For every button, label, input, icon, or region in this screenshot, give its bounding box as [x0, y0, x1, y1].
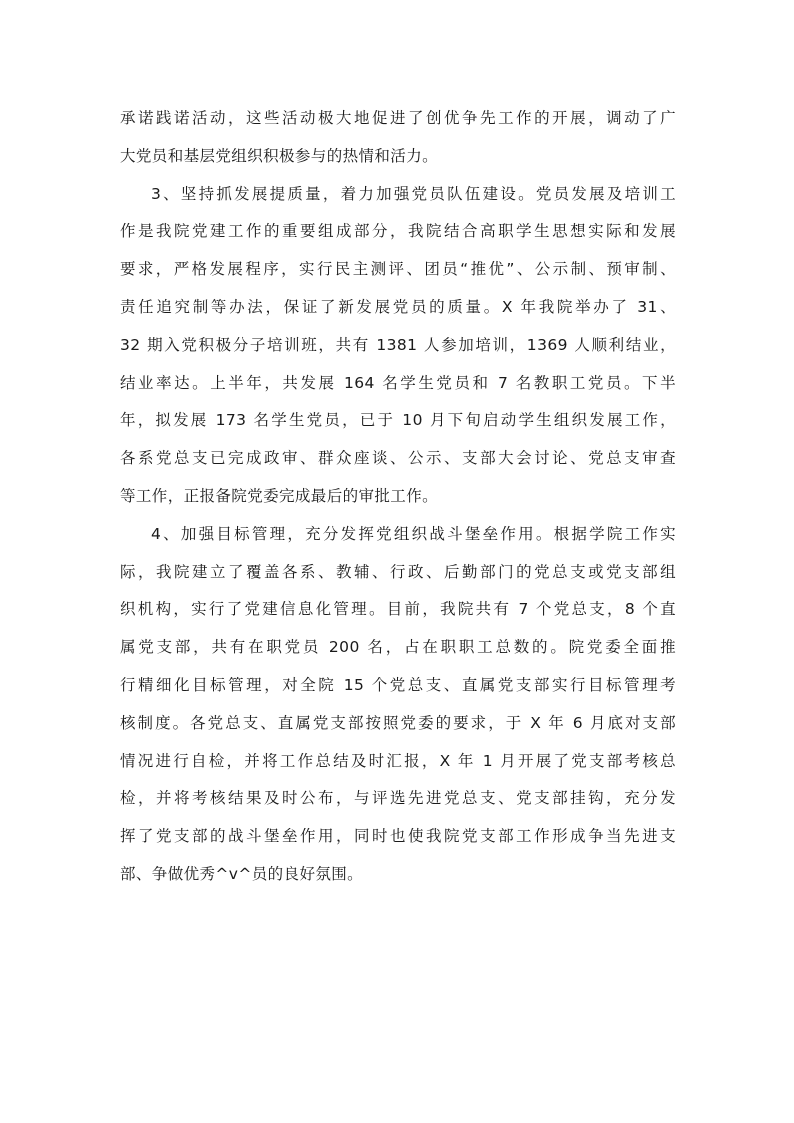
text-line: 承诺践诺活动，这些活动极大地促进了创优争先工作的开展，调动了广 — [120, 109, 676, 127]
text-line: 各系党总支已完成政审、群众座谈、公示、支部大会讨论、党总支审查 — [120, 449, 676, 468]
text-line: 核制度。各党总支、直属党支部按照党委的要求，于 X 年 6 月底对支部 — [120, 713, 676, 732]
text-line: 行精细化目标管理，对全院 15 个党总支、直属党支部实行目标管理考 — [120, 675, 676, 694]
text-line: 情况进行自检，并将工作总结及时汇报，X 年 1 月开展了党支部考核总 — [120, 751, 676, 770]
paragraph-p1 — [120, 100, 676, 176]
text-line: 部、争做优秀^v^员的良好氛围。 — [120, 864, 364, 883]
text-line: 属党支部，共有在职党员 200 名，占在职职工总数的。院党委全面推 — [120, 638, 676, 657]
text-line: 3、坚持抓发展提质量，着力加强党员队伍建设。党员发展及培训工 — [151, 184, 676, 203]
text-line: 挥了党支部的战斗堡垒作用，同时也使我院党支部工作形成争当先进支 — [120, 827, 676, 846]
paragraph-p3 — [120, 516, 676, 894]
text-line: 织机构，实行了党建信息化管理。目前，我院共有 7 个党总支，8 个直 — [120, 600, 676, 619]
paragraph-p2 — [120, 176, 676, 516]
text-line: 际，我院建立了覆盖各系、教辅、行政、后勤部门的党总支或党支部组 — [120, 562, 676, 581]
text-line: 4、加强目标管理，充分发挥党组织战斗堡垒作用。根据学院工作实 — [151, 524, 676, 543]
text-line: 年，拟发展 173 名学生党员，已于 10 月下旬启动学生组织发展工作， — [120, 411, 676, 430]
text-line: 大党员和基层党组织积极参与的热情和活力。 — [120, 146, 439, 165]
text-line: 等工作，正报备院党委完成最后的审批工作。 — [120, 486, 439, 505]
text-line: 要求，严格发展程序，实行民主测评、团员“推优”、公示制、预审制、 — [120, 260, 676, 279]
document-body — [120, 100, 676, 894]
text-line: 作是我院党建工作的重要组成部分，我院结合高职学生思想实际和发展 — [120, 222, 676, 241]
text-line: 责任追究制等办法，保证了新发展党员的质量。X 年我院举办了 31、 — [120, 297, 676, 316]
text-line: 结业率达。上半年，共发展 164 名学生党员和 7 名教职工党员。下半 — [120, 373, 676, 392]
text-line: 检，并将考核结果及时公布，与评选先进党总支、党支部挂钩，充分发 — [120, 789, 676, 808]
text-line: 32 期入党积极分子培训班，共有 1381 人参加培训，1369 人顺利结业， — [120, 335, 676, 354]
